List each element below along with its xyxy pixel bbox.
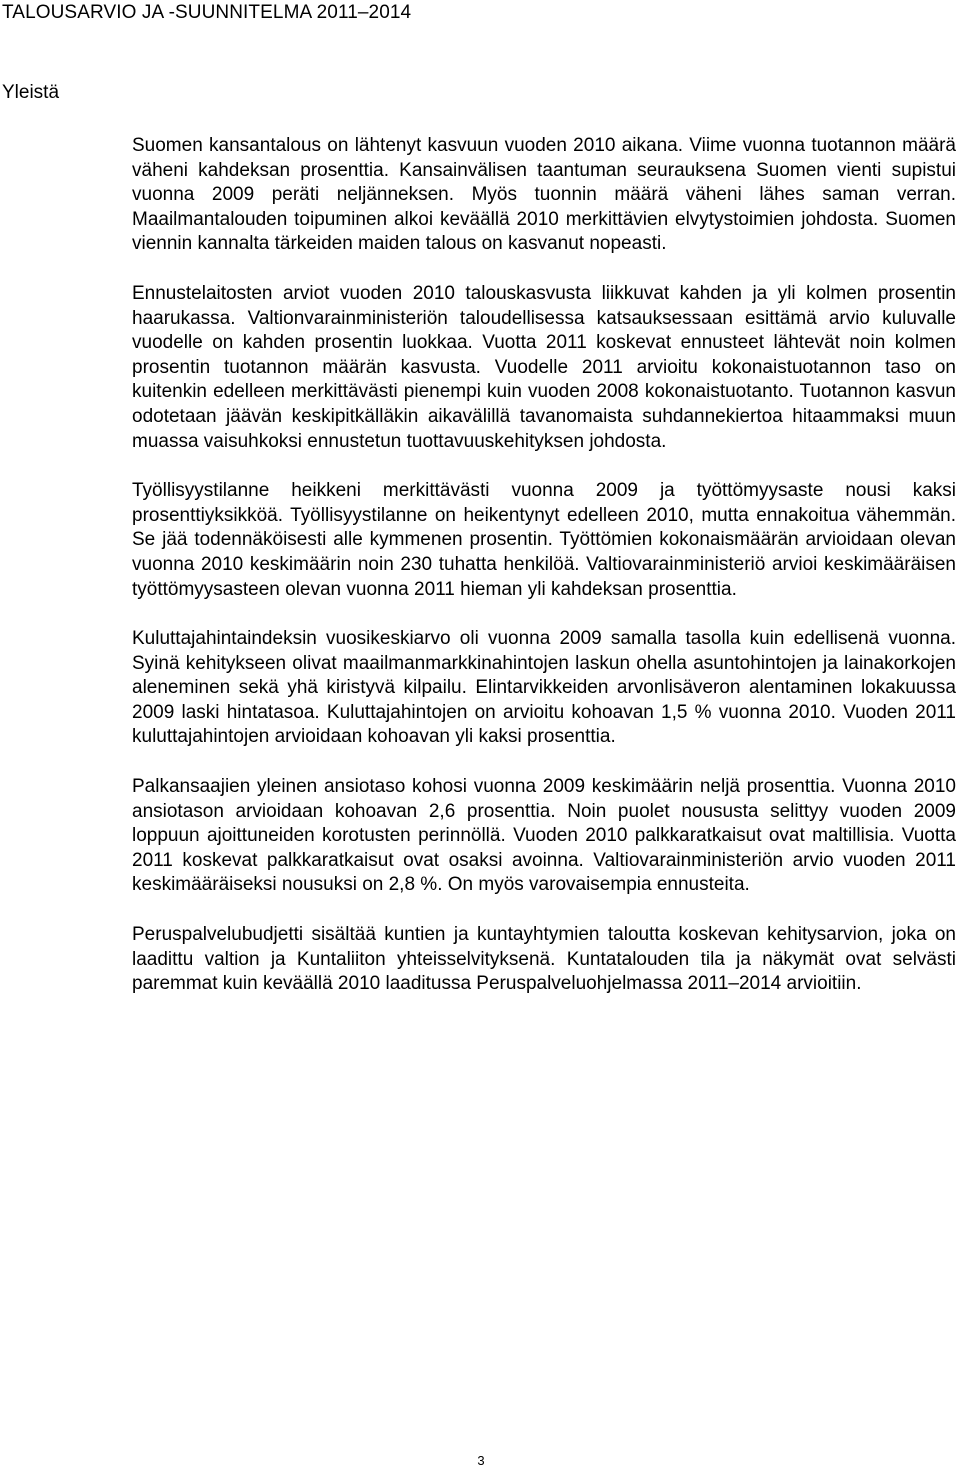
paragraph-forecasts: Ennustelaitosten arviot vuoden 2010 talouskasvusta liikkuvat kahden ja yli kolmen prosentin haarukassa. Valtionvarainministeriön taloudellisessa katsauksessaan esittämä arvio kuluvalle vuodelle on kahden prosentin luokkaa. Vuotta 2011 koskevat ennusteet lähtevät noin kolmen prosentin tuotannon määrän kasvusta. Vuodelle 2011 arvioitu kokonaistuotannon taso on kuitenkin edelleen merkittävästi pienempi kuin vuoden 2008 kokonaistuotanto. Tuotannon kasvun odotetaan jäävän keskipitkälläkin aikavälillä tavanomaista suhdannekiertoa hitaammaksi muun muassa vaisuhkoksi ennustetun tuottavuuskehityksen johdosta. xyxy=(132,282,956,452)
paragraph-consumer-prices: Kuluttajahintaindeksin vuosikeskiarvo oli vuonna 2009 samalla tasolla kuin edellisenä vuonna. Syinä kehitykseen olivat maailmanmarkkinahintojen laskun ohella asuntohintojen ja lainakorkojen aleneminen sekä yhä kiristyvä kilpailu. Elintarvikkeiden arvonlisäveron alentaminen lokakuussa 2009 laski hintatasoa. Kuluttajahintojen on arvioitu kohoavan 1,5 % vuonna 2010. Vuoden 2011 kuluttajahintojen arvioidaan kohoavan yli kaksi prosenttia. xyxy=(132,628,956,748)
page-number: 3 xyxy=(477,1453,485,1468)
body-text xyxy=(132,134,956,1022)
paragraph-economy-growth: Suomen kansantalous on lähtenyt kasvuun vuoden 2010 aikana. Viime vuonna tuotannon määrä väheni kahdeksan prosenttia. Kansainvälisen taantuman seurauksena Suomen vienti supistui vuonna 2009 peräti neljänneksen. Myös tuonnin määrä väheni lähes saman verran. Maailmantalouden toipuminen alkoi keväällä 2010 merkittävien elvytystoimien johdosta. Suomen viennin kannalta tärkeiden maiden talous on kasvanut nopeasti. xyxy=(132,135,956,255)
page-header: TALOUSARVIO JA -SUUNNITELMA 2011–2014 xyxy=(2,2,412,23)
paragraph-employment: Työllisyystilanne heikkeni merkittävästi vuonna 2009 ja työttömyysaste nousi kaksi prosenttiyksikköä. Työllisyystilanne on heikentynyt edelleen 2010, mutta ennakoitua vähemmän. Se jää todennäköisesti alle kymmenen prosentin. Työttömien kokonaismäärän arvioidaan olevan vuonna 2010 keskimäärin noin 230 tuhatta henkilöä. Valtiovarainministeriö arvioi keskimääräisen työttömyysasteen olevan vuonna 2011 hieman yli kahdeksan prosenttia. xyxy=(132,480,956,600)
paragraph-basic-services-budget: Peruspalvelubudjetti sisältää kuntien ja kuntayhtymien taloutta koskevan kehitysarvion, joka on laadittu valtion ja Kuntaliiton yhteisselvityksenä. Kuntatalouden tila ja näkymät ovat selvästi paremmat kuin keväällä 2010 laaditussa Peruspalveluohjelmassa 2011–2014 arvioitiin. xyxy=(132,924,956,995)
paragraph-wages: Palkansaajien yleinen ansiotaso kohosi vuonna 2009 keskimäärin neljä prosenttia. Vuonna 2010 ansiotason arvioidaan kohoavan 2,6 prosenttia. Noin puolet noususta selittyy vuoden 2009 loppuun ajoittuneiden korotusten perinnöllä. Vuoden 2010 palkkaratkaisut ovat maltillisia. Vuotta 2011 koskevat palkkaratkaisut ovat osaksi avoinna. Valtiovarainministeriön arvio vuoden 2011 keskimääräiseksi nousuksi on 2,8 %. On myös varovaisempia ennusteita. xyxy=(132,776,956,896)
section-title: Yleistä xyxy=(2,82,60,103)
